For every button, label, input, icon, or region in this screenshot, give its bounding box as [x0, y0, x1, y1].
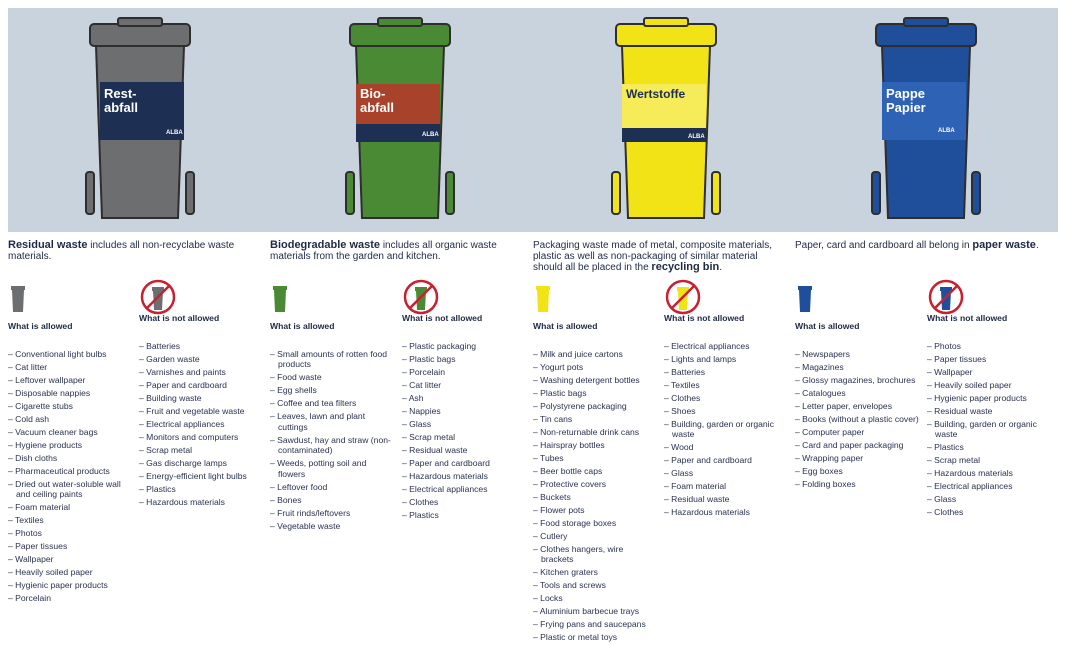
list-item: – Hazardous materials: [664, 507, 789, 517]
list-item: – Residual waste: [664, 494, 789, 504]
list-item: – Disposable nappies: [8, 388, 133, 398]
paper-not-allowed: [927, 284, 1052, 520]
list-item: – Wallpaper: [8, 554, 133, 564]
list-item: – Cigarette stubs: [8, 401, 133, 411]
list-item: – Egg boxes: [795, 466, 920, 476]
list-item: – Residual waste: [927, 406, 1052, 416]
list-item: – Beer bottle caps: [533, 466, 658, 476]
residual-allowed-list: [8, 349, 133, 604]
list-item: – Egg shells: [270, 385, 395, 395]
list-item: – Foam material: [8, 502, 133, 512]
list-item: – Locks: [533, 593, 658, 603]
packaging-allowed-heading: What is allowed: [533, 321, 598, 331]
list-item: – Electrical appliances: [927, 481, 1052, 491]
list-item: – Leftover wallpaper: [8, 375, 133, 385]
list-item: – Leaves, lawn and plant cuttings: [270, 411, 395, 432]
packaging-not-allowed-list: [664, 341, 789, 518]
list-item: – Building, garden or organic waste: [927, 419, 1052, 440]
list-item: – Folding boxes: [795, 479, 920, 489]
list-item: – Vacuum cleaner bags: [8, 427, 133, 437]
list-item: – Hygienic paper products: [927, 393, 1052, 403]
bio-not-allowed: [402, 284, 527, 523]
list-item: – Bones: [270, 495, 395, 505]
paper-bin-image: [866, 12, 986, 224]
list-item: – Batteries: [664, 367, 789, 377]
list-item: – Coffee and tea filters: [270, 398, 395, 408]
residual-allowed: [8, 284, 133, 606]
bio-intro-bold: Biodegradable waste: [270, 239, 381, 251]
paper-intro-end: .: [1035, 240, 1039, 251]
paper-not-allowed-list: [927, 341, 1052, 518]
list-item: – Cutlery: [533, 531, 658, 541]
list-item: – Plastic or metal toys: [533, 632, 658, 642]
packaging-allowed-list: [533, 349, 658, 643]
paper-allowed: [795, 284, 920, 492]
list-item: – Polystyrene packaging: [533, 401, 658, 411]
list-item: – Paper and cardboard: [139, 380, 264, 390]
list-item: – Small amounts of rotten food products: [270, 349, 395, 370]
packaging-intro: [533, 240, 783, 284]
bio-intro: [270, 240, 520, 284]
list-item: – Weeds, potting soil and flowers: [270, 458, 395, 479]
list-item: – Hygiene products: [8, 440, 133, 450]
list-item: – Scrap metal: [139, 445, 264, 455]
list-item: – Buckets: [533, 492, 658, 502]
list-item: – Food waste: [270, 372, 395, 382]
list-item: – Scrap metal: [927, 455, 1052, 465]
packaging-mini-bin-icon: [533, 284, 553, 314]
list-item: – Glass: [664, 468, 789, 478]
list-item: – Textiles: [664, 380, 789, 390]
list-item: – Shoes: [664, 406, 789, 416]
bio-bin-brand: ALBA: [422, 132, 439, 138]
paper-bin-label-2: Papier: [886, 100, 926, 115]
list-item: – Frying pans and saucepans: [533, 619, 658, 629]
list-item: – Wood: [664, 442, 789, 452]
list-item: – Plastics: [402, 510, 527, 520]
paper-intro-bold: paper waste: [972, 239, 1036, 251]
bio-section: [270, 240, 520, 284]
paper-bin-brand: ALBA: [938, 128, 955, 134]
list-item: – Residual waste: [402, 445, 527, 455]
list-item: – Glossy magazines, brochures: [795, 375, 920, 385]
list-item: – Sawdust, hay and straw (non-contaminated): [270, 435, 395, 456]
list-item: – Wallpaper: [927, 367, 1052, 377]
list-item: – Milk and juice cartons: [533, 349, 658, 359]
list-item: – Hazardous materials: [139, 497, 264, 507]
list-item: – Glass: [402, 419, 527, 429]
bio-bin-label-1: Bio-: [360, 86, 386, 101]
residual-intro-text: includes all non-recyclabe waste materials.: [8, 240, 235, 262]
list-item: – Cold ash: [8, 414, 133, 424]
list-item: – Electrical appliances: [402, 484, 527, 494]
residual-bin-brand: ALBA: [166, 130, 183, 136]
list-item: – Fruit and vegetable waste: [139, 406, 264, 416]
paper-intro-text: Paper, card and cardboard all belong in: [795, 240, 973, 251]
list-item: – Hairspray bottles: [533, 440, 658, 450]
residual-intro: [8, 240, 258, 284]
bio-allowed: [270, 284, 395, 534]
bio-not-allowed-heading: What is not allowed: [402, 313, 483, 323]
bio-not-allowed-icon: [402, 278, 440, 316]
residual-allowed-heading: What is allowed: [8, 321, 73, 331]
list-item: – Hygienic paper products: [8, 580, 133, 590]
list-item: – Pharmaceutical products: [8, 466, 133, 476]
packaging-allowed: [533, 284, 658, 645]
list-item: – Glass: [927, 494, 1052, 504]
list-item: – Protective covers: [533, 479, 658, 489]
list-item: – Cat litter: [8, 362, 133, 372]
list-item: – Card and paper packaging: [795, 440, 920, 450]
packaging-intro-end: .: [719, 262, 723, 273]
list-item: – Tubes: [533, 453, 658, 463]
residual-bin-label-2: abfall: [104, 100, 138, 115]
residual-not-allowed-list: [139, 341, 264, 507]
list-item: – Garden waste: [139, 354, 264, 364]
bio-allowed-heading: What is allowed: [270, 321, 335, 331]
list-item: – Letter paper, envelopes: [795, 401, 920, 411]
packaging-bin-brand: ALBA: [688, 134, 705, 140]
list-item: – Lights and lamps: [664, 354, 789, 364]
packaging-intro-text: Packaging waste made of metal, composite materials, plastic as well as non-packaging of similar material should all be placed in the: [533, 240, 772, 273]
residual-not-allowed-heading: What is not allowed: [139, 313, 220, 323]
bio-intro-text: includes all organic waste materials from the garden and kitchen.: [270, 240, 497, 262]
list-item: – Paper and cardboard: [664, 455, 789, 465]
packaging-section: [533, 240, 783, 284]
list-item: – Gas discharge lamps: [139, 458, 264, 468]
list-item: – Leftover food: [270, 482, 395, 492]
list-item: – Nappies: [402, 406, 527, 416]
list-item: – Textiles: [8, 515, 133, 525]
list-item: – Books (without a plastic cover): [795, 414, 920, 424]
list-item: – Photos: [927, 341, 1052, 351]
list-item: – Plastic packaging: [402, 341, 527, 351]
bio-bin-image: [340, 12, 460, 224]
paper-not-allowed-heading: What is not allowed: [927, 313, 1008, 323]
list-item: – Washing detergent bottles: [533, 375, 658, 385]
list-item: – Photos: [8, 528, 133, 538]
paper-bin-label-1: Pappe: [886, 86, 926, 101]
list-item: – Dried out water-soluble wall and ceiling paints: [8, 479, 133, 500]
list-item: – Tin cans: [533, 414, 658, 424]
list-item: – Porcelain: [8, 593, 133, 603]
list-item: – Monitors and computers: [139, 432, 264, 442]
list-item: – Food storage boxes: [533, 518, 658, 528]
bio-mini-bin-icon: [270, 284, 290, 314]
list-item: – Cat litter: [402, 380, 527, 390]
list-item: – Tools and screws: [533, 580, 658, 590]
list-item: – Building waste: [139, 393, 264, 403]
list-item: – Plastics: [927, 442, 1052, 452]
list-item: – Porcelain: [402, 367, 527, 377]
list-item: – Ash: [402, 393, 527, 403]
packaging-not-allowed-heading: What is not allowed: [664, 313, 745, 323]
list-item: – Energy-efficient light bulbs: [139, 471, 264, 481]
paper-allowed-heading: What is allowed: [795, 321, 860, 331]
list-item: – Fruit rinds/leftovers: [270, 508, 395, 518]
list-item: – Clothes: [664, 393, 789, 403]
list-item: – Scrap metal: [402, 432, 527, 442]
paper-section: [795, 240, 1045, 284]
residual-intro-bold: Residual waste: [8, 239, 88, 251]
list-item: – Paper and cardboard: [402, 458, 527, 468]
list-item: – Heavily soiled paper: [927, 380, 1052, 390]
bio-bin-label-2: abfall: [360, 100, 394, 115]
list-item: – Hazardous materials: [927, 468, 1052, 478]
packaging-bin-label-1: Wertstoffe: [626, 87, 686, 101]
residual-section: [8, 240, 258, 284]
residual-bin-label-1: Rest-: [104, 86, 137, 101]
packaging-bin-image: [606, 12, 726, 224]
paper-not-allowed-icon: [927, 278, 965, 316]
bio-not-allowed-list: [402, 341, 527, 520]
paper-intro: [795, 240, 1045, 284]
list-item: – Clothes: [927, 507, 1052, 517]
bio-allowed-list: [270, 349, 395, 531]
list-item: – Aluminium barbecue trays: [533, 606, 658, 616]
list-item: – Conventional light bulbs: [8, 349, 133, 359]
list-item: – Hazardous materials: [402, 471, 527, 481]
list-item: – Heavily soiled paper: [8, 567, 133, 577]
list-item: – Kitchen graters: [533, 567, 658, 577]
list-item: – Electrical appliances: [139, 419, 264, 429]
residual-not-allowed-icon: [139, 278, 177, 316]
list-item: – Magazines: [795, 362, 920, 372]
list-item: – Plastics: [139, 484, 264, 494]
residual-not-allowed: [139, 284, 264, 510]
paper-mini-bin-icon: [795, 284, 815, 314]
list-item: – Catalogues: [795, 388, 920, 398]
list-item: – Newspapers: [795, 349, 920, 359]
list-item: – Foam material: [664, 481, 789, 491]
residual-mini-bin-icon: [8, 284, 28, 314]
list-item: – Wrapping paper: [795, 453, 920, 463]
list-item: – Computer paper: [795, 427, 920, 437]
list-item: – Building, garden or organic waste: [664, 419, 789, 440]
packaging-not-allowed-icon: [664, 278, 702, 316]
list-item: – Plastic bags: [533, 388, 658, 398]
paper-allowed-list: [795, 349, 920, 489]
list-item: – Clothes: [402, 497, 527, 507]
list-item: – Flower pots: [533, 505, 658, 515]
packaging-not-allowed: [664, 284, 789, 520]
residual-bin-image: [80, 12, 200, 224]
list-item: – Vegetable waste: [270, 521, 395, 531]
packaging-intro-bold: recycling bin: [651, 261, 720, 273]
list-item: – Paper tissues: [8, 541, 133, 551]
list-item: – Paper tissues: [927, 354, 1052, 364]
list-item: – Dish cloths: [8, 453, 133, 463]
list-item: – Batteries: [139, 341, 264, 351]
list-item: – Yogurt pots: [533, 362, 658, 372]
list-item: – Clothes hangers, wire brackets: [533, 544, 658, 565]
list-item: – Varnishes and paints: [139, 367, 264, 377]
list-item: – Electrical appliances: [664, 341, 789, 351]
list-item: – Plastic bags: [402, 354, 527, 364]
list-item: – Non-returnable drink cans: [533, 427, 658, 437]
